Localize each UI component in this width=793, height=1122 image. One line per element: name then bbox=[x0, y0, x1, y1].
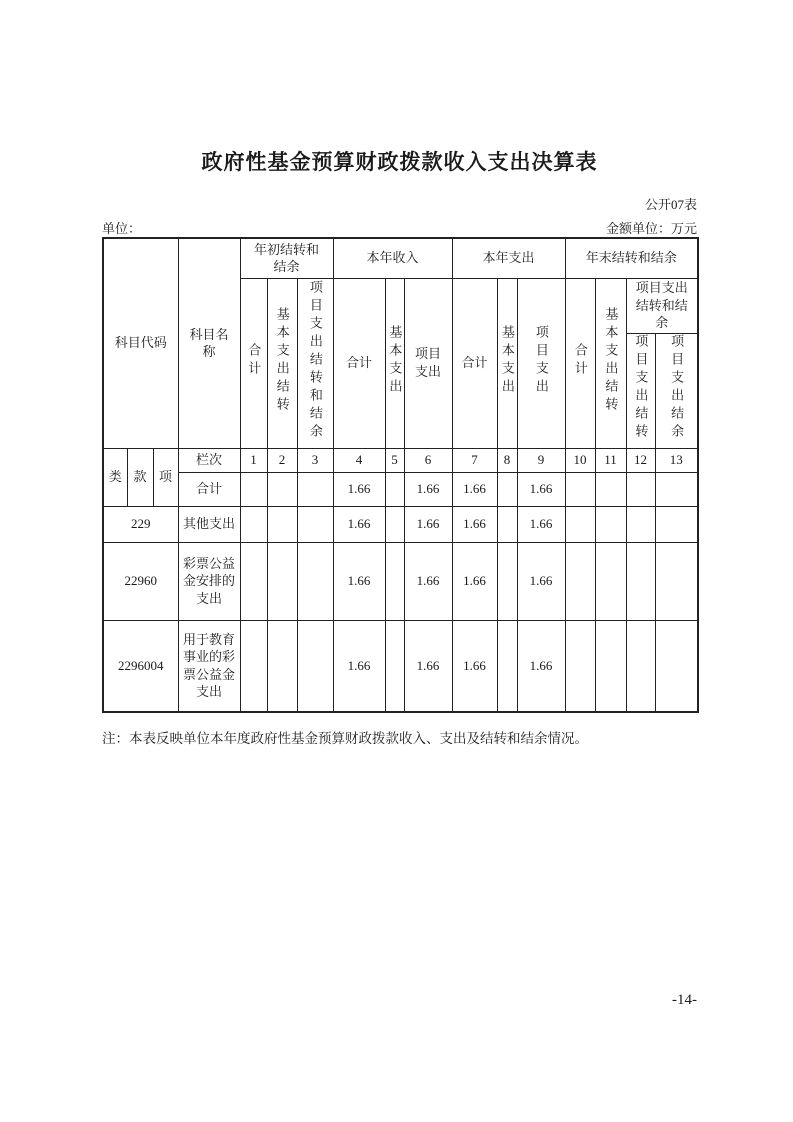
value-cell bbox=[565, 506, 595, 542]
table-row bbox=[103, 506, 698, 542]
value-cell bbox=[385, 472, 404, 506]
column-index-cell: 7 bbox=[452, 448, 497, 472]
header-begin-project-carryover: 项目支出结转和结余 bbox=[297, 278, 333, 448]
form-number-label: 公开07表 bbox=[644, 197, 697, 212]
column-index-cell: 10 bbox=[565, 448, 595, 472]
value-cell: 1.66 bbox=[333, 472, 385, 506]
header-end-project-balance: 项目支出结余 bbox=[655, 333, 698, 448]
value-cell: 1.66 bbox=[404, 506, 452, 542]
column-index-cell: 1 bbox=[240, 448, 267, 472]
column-index-cell: 12 bbox=[626, 448, 655, 472]
value-cell: 1.66 bbox=[452, 472, 497, 506]
header-end-project-group: 项目支出结转和结余 bbox=[626, 278, 698, 333]
value-cell bbox=[626, 542, 655, 620]
value-cell bbox=[240, 620, 267, 712]
header-expense-total: 合计 bbox=[452, 278, 497, 448]
value-cell bbox=[565, 472, 595, 506]
value-cell: 1.66 bbox=[404, 620, 452, 712]
header-group-current-income: 本年收入 bbox=[333, 238, 452, 278]
value-cell bbox=[240, 506, 267, 542]
column-index-row bbox=[103, 448, 698, 472]
row-code: 229 bbox=[103, 506, 178, 542]
header-begin-basic-carryover: 基本支出结转 bbox=[267, 278, 297, 448]
unit-label: 单位： bbox=[102, 221, 142, 236]
value-cell: 1.66 bbox=[517, 542, 565, 620]
value-cell bbox=[655, 620, 698, 712]
header-item: 项 bbox=[153, 448, 178, 506]
value-cell bbox=[297, 542, 333, 620]
row-name: 其他支出 bbox=[178, 506, 240, 542]
value-cell bbox=[595, 620, 626, 712]
value-cell bbox=[385, 506, 404, 542]
header-subject-code: 科目代码 bbox=[103, 238, 178, 448]
value-cell bbox=[626, 506, 655, 542]
header-income-basic: 基本支出 bbox=[385, 278, 404, 448]
value-cell bbox=[267, 506, 297, 542]
page-number: -14- bbox=[672, 992, 697, 1008]
page-title: 政府性基金预算财政拨款收入支出决算表 bbox=[201, 150, 598, 174]
header-class: 类 bbox=[103, 448, 127, 506]
header-income-total: 合计 bbox=[333, 278, 385, 448]
value-cell bbox=[595, 506, 626, 542]
amount-unit-label: 金额单位：万元 bbox=[605, 221, 697, 236]
value-cell bbox=[626, 620, 655, 712]
header-end-total: 合计 bbox=[565, 278, 595, 448]
value-cell: 1.66 bbox=[517, 620, 565, 712]
value-cell bbox=[655, 472, 698, 506]
value-cell: 1.66 bbox=[452, 542, 497, 620]
value-cell bbox=[240, 542, 267, 620]
column-index-label: 栏次 bbox=[178, 448, 240, 472]
value-cell bbox=[267, 542, 297, 620]
column-index-cell: 4 bbox=[333, 448, 385, 472]
table-row bbox=[103, 542, 698, 620]
column-index-cell: 6 bbox=[404, 448, 452, 472]
value-cell bbox=[497, 472, 517, 506]
row-name: 合计 bbox=[178, 472, 240, 506]
value-cell: 1.66 bbox=[452, 620, 497, 712]
table-note: 注：本表反映单位本年度政府性基金预算财政拨款收入、支出及结转和结余情况。 bbox=[102, 731, 588, 746]
header-group-row bbox=[103, 238, 698, 278]
value-cell: 1.66 bbox=[333, 506, 385, 542]
value-cell bbox=[385, 542, 404, 620]
value-cell bbox=[297, 472, 333, 506]
header-expense-basic: 基本支出 bbox=[497, 278, 517, 448]
row-name: 用于教育事业的彩票公益金支出 bbox=[178, 620, 240, 712]
column-index-cell: 3 bbox=[297, 448, 333, 472]
row-name: 彩票公益金安排的支出 bbox=[178, 542, 240, 620]
value-cell bbox=[297, 506, 333, 542]
value-cell bbox=[497, 620, 517, 712]
value-cell bbox=[565, 542, 595, 620]
value-cell bbox=[595, 472, 626, 506]
value-cell bbox=[267, 472, 297, 506]
column-index-cell: 13 bbox=[655, 448, 698, 472]
value-cell: 1.66 bbox=[333, 542, 385, 620]
value-cell bbox=[267, 620, 297, 712]
value-cell bbox=[497, 542, 517, 620]
header-group-current-expense: 本年支出 bbox=[452, 238, 565, 278]
value-cell bbox=[565, 620, 595, 712]
meta-row bbox=[102, 218, 697, 237]
value-cell: 1.66 bbox=[517, 506, 565, 542]
header-group-begin-balance: 年初结转和结余 bbox=[240, 238, 333, 278]
column-index-cell: 9 bbox=[517, 448, 565, 472]
value-cell: 1.66 bbox=[404, 542, 452, 620]
value-cell bbox=[497, 506, 517, 542]
value-cell: 1.66 bbox=[517, 472, 565, 506]
row-code: 22960 bbox=[103, 542, 178, 620]
table-row bbox=[103, 620, 698, 712]
value-cell bbox=[626, 472, 655, 506]
value-cell bbox=[595, 542, 626, 620]
value-cell bbox=[655, 542, 698, 620]
value-cell bbox=[385, 620, 404, 712]
header-end-project-carryover: 项目支出结转 bbox=[626, 333, 655, 448]
header-income-project: 项目支出 bbox=[404, 278, 452, 448]
value-cell: 1.66 bbox=[404, 472, 452, 506]
column-index-cell: 11 bbox=[595, 448, 626, 472]
column-index-cell: 5 bbox=[385, 448, 404, 472]
header-subject-name: 科目名称 bbox=[178, 238, 240, 448]
fund-budget-table bbox=[102, 237, 699, 713]
row-code: 2296004 bbox=[103, 620, 178, 712]
header-end-basic-carryover: 基本支出结转 bbox=[595, 278, 626, 448]
header-expense-project: 项目支出 bbox=[517, 278, 565, 448]
header-begin-total: 合计 bbox=[240, 278, 267, 448]
value-cell bbox=[655, 506, 698, 542]
value-cell bbox=[240, 472, 267, 506]
header-group-end-balance: 年末结转和结余 bbox=[565, 238, 698, 278]
header-section: 款 bbox=[127, 448, 153, 506]
column-index-cell: 8 bbox=[497, 448, 517, 472]
value-cell: 1.66 bbox=[452, 506, 497, 542]
value-cell: 1.66 bbox=[333, 620, 385, 712]
column-index-cell: 2 bbox=[267, 448, 297, 472]
table-row bbox=[103, 472, 698, 506]
value-cell bbox=[297, 620, 333, 712]
